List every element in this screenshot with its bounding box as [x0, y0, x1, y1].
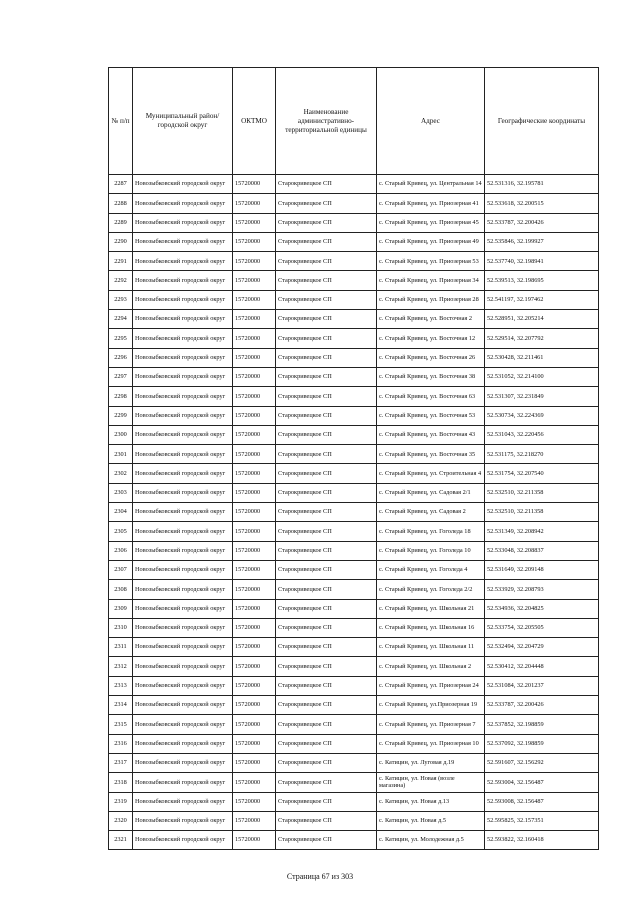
- row-number: 2308: [109, 580, 133, 599]
- coords-cell: 52.531649, 32.209148: [485, 560, 599, 579]
- table-row: [109, 464, 599, 483]
- address-cell: с. Старый Кривец, ул. Школьная 16: [377, 618, 485, 637]
- row-number: 2301: [109, 445, 133, 464]
- coords-cell: 52.531349, 32.208942: [485, 522, 599, 541]
- oktmo-cell: 15720000: [233, 522, 276, 541]
- coords-cell: 52.533754, 32.205505: [485, 618, 599, 637]
- oktmo-cell: 15720000: [233, 367, 276, 386]
- district-cell: Новозыбковский городской округ: [133, 522, 233, 541]
- oktmo-cell: 15720000: [233, 194, 276, 213]
- coords-cell: 52.531084, 32.201237: [485, 676, 599, 695]
- unit-cell: Старокривецкое СП: [276, 811, 377, 830]
- table-row: [109, 696, 599, 715]
- table-row: [109, 387, 599, 406]
- row-number: 2297: [109, 367, 133, 386]
- address-cell: с. Старый Кривец, ул. Приозерная 10: [377, 734, 485, 753]
- unit-cell: Старокривецкое СП: [276, 773, 377, 792]
- row-number: 2320: [109, 811, 133, 830]
- oktmo-cell: 15720000: [233, 425, 276, 444]
- address-cell: с. Старый Кривец, ул. Гоголеда 18: [377, 522, 485, 541]
- row-number: 2306: [109, 541, 133, 560]
- oktmo-cell: 15720000: [233, 464, 276, 483]
- unit-cell: Старокривецкое СП: [276, 638, 377, 657]
- oktmo-cell: 15720000: [233, 792, 276, 811]
- row-number: 2313: [109, 676, 133, 695]
- district-cell: Новозыбковский городской округ: [133, 657, 233, 676]
- address-cell: с. Старый Кривец, ул. Приозерная 41: [377, 194, 485, 213]
- row-number: 2315: [109, 715, 133, 734]
- table-row: [109, 657, 599, 676]
- coords-cell: 52.529514, 32.207792: [485, 329, 599, 348]
- table-row: [109, 599, 599, 618]
- table-row: [109, 310, 599, 329]
- unit-cell: Старокривецкое СП: [276, 753, 377, 772]
- page-footer: Страница 67 из 303: [286, 872, 354, 881]
- address-cell: с. Старый Кривец, ул. Гоголеда 4: [377, 560, 485, 579]
- coords-cell: 52.532510, 32.211358: [485, 483, 599, 502]
- address-cell: с. Старый Кривец, ул. Школьная 21: [377, 599, 485, 618]
- coords-cell: 52.533787, 32.200426: [485, 696, 599, 715]
- oktmo-cell: 15720000: [233, 831, 276, 850]
- table-row: [109, 348, 599, 367]
- coords-cell: 52.531043, 32.220456: [485, 425, 599, 444]
- row-number: 2318: [109, 773, 133, 792]
- district-cell: Новозыбковский городской округ: [133, 580, 233, 599]
- col-oktmo-header: ОКТМО: [233, 68, 276, 175]
- address-cell: с. Старый Кривец, ул. Восточная 53: [377, 406, 485, 425]
- district-cell: Новозыбковский городской округ: [133, 599, 233, 618]
- district-cell: Новозыбковский городской округ: [133, 560, 233, 579]
- district-cell: Новозыбковский городской округ: [133, 445, 233, 464]
- table-row: [109, 638, 599, 657]
- district-cell: Новозыбковский городской округ: [133, 310, 233, 329]
- coords-cell: 52.528951, 32.205214: [485, 310, 599, 329]
- coords-cell: 52.532510, 32.211358: [485, 503, 599, 522]
- table-row: [109, 329, 599, 348]
- address-cell: с. Старый Кривец, ул. Восточная 12: [377, 329, 485, 348]
- district-cell: Новозыбковский городской округ: [133, 252, 233, 271]
- table-row: [109, 367, 599, 386]
- coords-cell: 52.595825, 32.157351: [485, 811, 599, 830]
- address-cell: с. Старый Кривец, ул. Восточная 43: [377, 425, 485, 444]
- coords-cell: 52.537852, 32.198859: [485, 715, 599, 734]
- district-cell: Новозыбковский городской округ: [133, 811, 233, 830]
- oktmo-cell: 15720000: [233, 618, 276, 637]
- address-cell: с. Старый Кривец, ул. Гоголеда 2/2: [377, 580, 485, 599]
- unit-cell: Старокривецкое СП: [276, 792, 377, 811]
- address-cell: с. Старый Кривец, ул. Восточная 38: [377, 367, 485, 386]
- district-cell: Новозыбковский городской округ: [133, 367, 233, 386]
- district-cell: Новозыбковский городской округ: [133, 618, 233, 637]
- row-number: 2289: [109, 213, 133, 232]
- address-cell: с. Старый Кривец, ул. Восточная 35: [377, 445, 485, 464]
- unit-cell: Старокривецкое СП: [276, 715, 377, 734]
- col-number-header: № п/п: [109, 68, 133, 175]
- row-number: 2316: [109, 734, 133, 753]
- table-row: [109, 676, 599, 695]
- table-row: [109, 831, 599, 850]
- oktmo-cell: 15720000: [233, 734, 276, 753]
- oktmo-cell: 15720000: [233, 753, 276, 772]
- table-row: [109, 271, 599, 290]
- coords-cell: 52.534936, 32.204825: [485, 599, 599, 618]
- district-cell: Новозыбковский городской округ: [133, 194, 233, 213]
- district-cell: Новозыбковский городской округ: [133, 734, 233, 753]
- unit-cell: Старокривецкое СП: [276, 310, 377, 329]
- col-coords-header: Географические координаты: [485, 68, 599, 175]
- oktmo-cell: 15720000: [233, 638, 276, 657]
- table-row: [109, 541, 599, 560]
- address-cell: с. Старый Кривец, ул. Гоголеда 10: [377, 541, 485, 560]
- coords-cell: 52.593822, 32.160418: [485, 831, 599, 850]
- coords-cell: 52.537092, 32.198859: [485, 734, 599, 753]
- district-cell: Новозыбковский городской округ: [133, 232, 233, 251]
- oktmo-cell: 15720000: [233, 811, 276, 830]
- unit-cell: Старокривецкое СП: [276, 445, 377, 464]
- address-cell: с. Старый Кривец, ул.Приозерная 19: [377, 696, 485, 715]
- address-cell: с. Катицин, ул. Молодежная д.5: [377, 831, 485, 850]
- table-row: [109, 792, 599, 811]
- coords-cell: 52.530428, 32.211461: [485, 348, 599, 367]
- address-cell: с. Старый Кривец, ул. Школьная 11: [377, 638, 485, 657]
- table-row: [109, 773, 599, 792]
- table-row: [109, 252, 599, 271]
- address-cell: с. Катицин, ул. Новая д.5: [377, 811, 485, 830]
- row-number: 2303: [109, 483, 133, 502]
- oktmo-cell: 15720000: [233, 329, 276, 348]
- district-cell: Новозыбковский городской округ: [133, 541, 233, 560]
- address-cell: с. Старый Кривец, ул. Приозерная 24: [377, 676, 485, 695]
- oktmo-cell: 15720000: [233, 445, 276, 464]
- table-body: [109, 175, 599, 850]
- address-cell: с. Катицин, ул. Луговая д.19: [377, 753, 485, 772]
- table-row: [109, 406, 599, 425]
- unit-cell: Старокривецкое СП: [276, 290, 377, 309]
- row-number: 2319: [109, 792, 133, 811]
- row-number: 2295: [109, 329, 133, 348]
- table-row: [109, 560, 599, 579]
- address-cell: с. Старый Кривец, ул. Приозерная 34: [377, 271, 485, 290]
- table-row: [109, 580, 599, 599]
- unit-cell: Старокривецкое СП: [276, 175, 377, 194]
- row-number: 2305: [109, 522, 133, 541]
- row-number: 2312: [109, 657, 133, 676]
- oktmo-cell: 15720000: [233, 773, 276, 792]
- address-cell: с. Старый Кривец, ул. Садовая 2: [377, 503, 485, 522]
- coords-cell: 52.541197, 32.197462: [485, 290, 599, 309]
- coords-cell: 52.593004, 32.156487: [485, 773, 599, 792]
- oktmo-cell: 15720000: [233, 290, 276, 309]
- row-number: 2290: [109, 232, 133, 251]
- coords-cell: 52.531316, 32.195781: [485, 175, 599, 194]
- unit-cell: Старокривецкое СП: [276, 387, 377, 406]
- table-row: [109, 753, 599, 772]
- row-number: 2288: [109, 194, 133, 213]
- unit-cell: Старокривецкое СП: [276, 213, 377, 232]
- district-cell: Новозыбковский городской округ: [133, 387, 233, 406]
- row-number: 2294: [109, 310, 133, 329]
- coords-cell: 52.530412, 32.204448: [485, 657, 599, 676]
- oktmo-cell: 15720000: [233, 213, 276, 232]
- oktmo-cell: 15720000: [233, 541, 276, 560]
- address-cell: с. Старый Кривец, ул. Восточная 26: [377, 348, 485, 367]
- oktmo-cell: 15720000: [233, 599, 276, 618]
- table-row: [109, 425, 599, 444]
- unit-cell: Старокривецкое СП: [276, 329, 377, 348]
- oktmo-cell: 15720000: [233, 676, 276, 695]
- row-number: 2311: [109, 638, 133, 657]
- address-cell: с. Старый Кривец, ул. Приозерная 53: [377, 252, 485, 271]
- register-table: [108, 67, 599, 850]
- unit-cell: Старокривецкое СП: [276, 580, 377, 599]
- district-cell: Новозыбковский городской округ: [133, 503, 233, 522]
- row-number: 2307: [109, 560, 133, 579]
- table-row: [109, 618, 599, 637]
- address-cell: с. Старый Кривец, ул. Восточная 63: [377, 387, 485, 406]
- oktmo-cell: 15720000: [233, 715, 276, 734]
- district-cell: Новозыбковский городской округ: [133, 676, 233, 695]
- row-number: 2298: [109, 387, 133, 406]
- district-cell: Новозыбковский городской округ: [133, 773, 233, 792]
- table-row: [109, 232, 599, 251]
- unit-cell: Старокривецкое СП: [276, 367, 377, 386]
- row-number: 2287: [109, 175, 133, 194]
- oktmo-cell: 15720000: [233, 580, 276, 599]
- oktmo-cell: 15720000: [233, 348, 276, 367]
- address-cell: с. Старый Кривец, ул. Приозерная 28: [377, 290, 485, 309]
- row-number: 2299: [109, 406, 133, 425]
- district-cell: Новозыбковский городской округ: [133, 290, 233, 309]
- district-cell: Новозыбковский городской округ: [133, 638, 233, 657]
- table-row: [109, 734, 599, 753]
- unit-cell: Старокривецкое СП: [276, 618, 377, 637]
- coords-cell: 52.537740, 32.198941: [485, 252, 599, 271]
- coords-cell: 52.533787, 32.200426: [485, 213, 599, 232]
- table-row: [109, 175, 599, 194]
- col-address-header: Адрес: [377, 68, 485, 175]
- address-cell: с. Старый Кривец, ул. Садовая 2/1: [377, 483, 485, 502]
- coords-cell: 52.535846, 32.199927: [485, 232, 599, 251]
- unit-cell: Старокривецкое СП: [276, 271, 377, 290]
- row-number: 2300: [109, 425, 133, 444]
- row-number: 2296: [109, 348, 133, 367]
- oktmo-cell: 15720000: [233, 175, 276, 194]
- row-number: 2317: [109, 753, 133, 772]
- district-cell: Новозыбковский городской округ: [133, 348, 233, 367]
- table-row: [109, 194, 599, 213]
- unit-cell: Старокривецкое СП: [276, 406, 377, 425]
- unit-cell: Старокривецкое СП: [276, 522, 377, 541]
- oktmo-cell: 15720000: [233, 696, 276, 715]
- table-row: [109, 445, 599, 464]
- coords-cell: 52.533929, 32.208793: [485, 580, 599, 599]
- district-cell: Новозыбковский городской округ: [133, 464, 233, 483]
- row-number: 2304: [109, 503, 133, 522]
- oktmo-cell: 15720000: [233, 560, 276, 579]
- oktmo-cell: 15720000: [233, 252, 276, 271]
- address-cell: с. Старый Кривец, ул. Школьная 2: [377, 657, 485, 676]
- row-number: 2302: [109, 464, 133, 483]
- row-number: 2293: [109, 290, 133, 309]
- oktmo-cell: 15720000: [233, 503, 276, 522]
- district-cell: Новозыбковский городской округ: [133, 483, 233, 502]
- district-cell: Новозыбковский городской округ: [133, 696, 233, 715]
- district-cell: Новозыбковский городской округ: [133, 213, 233, 232]
- table-header: [109, 68, 599, 175]
- row-number: 2314: [109, 696, 133, 715]
- district-cell: Новозыбковский городской округ: [133, 425, 233, 444]
- table-row: [109, 522, 599, 541]
- col-district-header: Муниципальный район/городской округ: [133, 68, 233, 175]
- header-row: [109, 68, 599, 175]
- coords-cell: 52.591607, 32.156292: [485, 753, 599, 772]
- table-row: [109, 715, 599, 734]
- coords-cell: 52.533048, 32.208837: [485, 541, 599, 560]
- unit-cell: Старокривецкое СП: [276, 831, 377, 850]
- address-cell: с. Старый Кривец, ул. Приозерная 7: [377, 715, 485, 734]
- unit-cell: Старокривецкое СП: [276, 483, 377, 502]
- coords-cell: 52.539513, 32.198695: [485, 271, 599, 290]
- table-row: [109, 290, 599, 309]
- unit-cell: Старокривецкое СП: [276, 676, 377, 695]
- district-cell: Новозыбковский городской округ: [133, 715, 233, 734]
- table-row: [109, 213, 599, 232]
- unit-cell: Старокривецкое СП: [276, 348, 377, 367]
- district-cell: Новозыбковский городской округ: [133, 406, 233, 425]
- oktmo-cell: 15720000: [233, 387, 276, 406]
- district-cell: Новозыбковский городской округ: [133, 329, 233, 348]
- unit-cell: Старокривецкое СП: [276, 503, 377, 522]
- unit-cell: Старокривецкое СП: [276, 425, 377, 444]
- district-cell: Новозыбковский городской округ: [133, 753, 233, 772]
- table-row: [109, 811, 599, 830]
- row-number: 2291: [109, 252, 133, 271]
- row-number: 2292: [109, 271, 133, 290]
- unit-cell: Старокривецкое СП: [276, 657, 377, 676]
- address-cell: с. Старый Кривец, ул. Центральная 14: [377, 175, 485, 194]
- coords-cell: 52.530734, 32.224369: [485, 406, 599, 425]
- unit-cell: Старокривецкое СП: [276, 599, 377, 618]
- row-number: 2310: [109, 618, 133, 637]
- address-cell: с. Старый Кривец, ул. Приозерная 49: [377, 232, 485, 251]
- oktmo-cell: 15720000: [233, 271, 276, 290]
- oktmo-cell: 15720000: [233, 483, 276, 502]
- address-cell: с. Старый Кривец, ул. Приозерная 45: [377, 213, 485, 232]
- coords-cell: 52.531175, 32.218270: [485, 445, 599, 464]
- address-cell: с. Катицин, ул. Новая (возле магазина): [377, 773, 485, 792]
- coords-cell: 52.593008, 32.156487: [485, 792, 599, 811]
- unit-cell: Старокривецкое СП: [276, 194, 377, 213]
- oktmo-cell: 15720000: [233, 232, 276, 251]
- row-number: 2321: [109, 831, 133, 850]
- district-cell: Новозыбковский городской округ: [133, 831, 233, 850]
- coords-cell: 52.531754, 32.207540: [485, 464, 599, 483]
- district-cell: Новозыбковский городской округ: [133, 792, 233, 811]
- address-cell: с. Старый Кривец, ул. Восточная 2: [377, 310, 485, 329]
- unit-cell: Старокривецкое СП: [276, 464, 377, 483]
- coords-cell: 52.532494, 32.204729: [485, 638, 599, 657]
- address-cell: с. Старый Кривец, ул. Строительная 4: [377, 464, 485, 483]
- table-row: [109, 503, 599, 522]
- coords-cell: 52.531307, 32.231849: [485, 387, 599, 406]
- district-cell: Новозыбковский городской округ: [133, 271, 233, 290]
- oktmo-cell: 15720000: [233, 657, 276, 676]
- unit-cell: Старокривецкое СП: [276, 696, 377, 715]
- coords-cell: 52.533618, 32.200515: [485, 194, 599, 213]
- oktmo-cell: 15720000: [233, 406, 276, 425]
- oktmo-cell: 15720000: [233, 310, 276, 329]
- district-cell: Новозыбковский городской округ: [133, 175, 233, 194]
- row-number: 2309: [109, 599, 133, 618]
- unit-cell: Старокривецкое СП: [276, 734, 377, 753]
- col-unit-header: Наименование административно-территориальной единицы: [276, 68, 377, 175]
- unit-cell: Старокривецкое СП: [276, 252, 377, 271]
- unit-cell: Старокривецкое СП: [276, 560, 377, 579]
- unit-cell: Старокривецкое СП: [276, 541, 377, 560]
- table-row: [109, 483, 599, 502]
- coords-cell: 52.531052, 32.214100: [485, 367, 599, 386]
- unit-cell: Старокривецкое СП: [276, 232, 377, 251]
- address-cell: с. Катицин, ул. Новая д.13: [377, 792, 485, 811]
